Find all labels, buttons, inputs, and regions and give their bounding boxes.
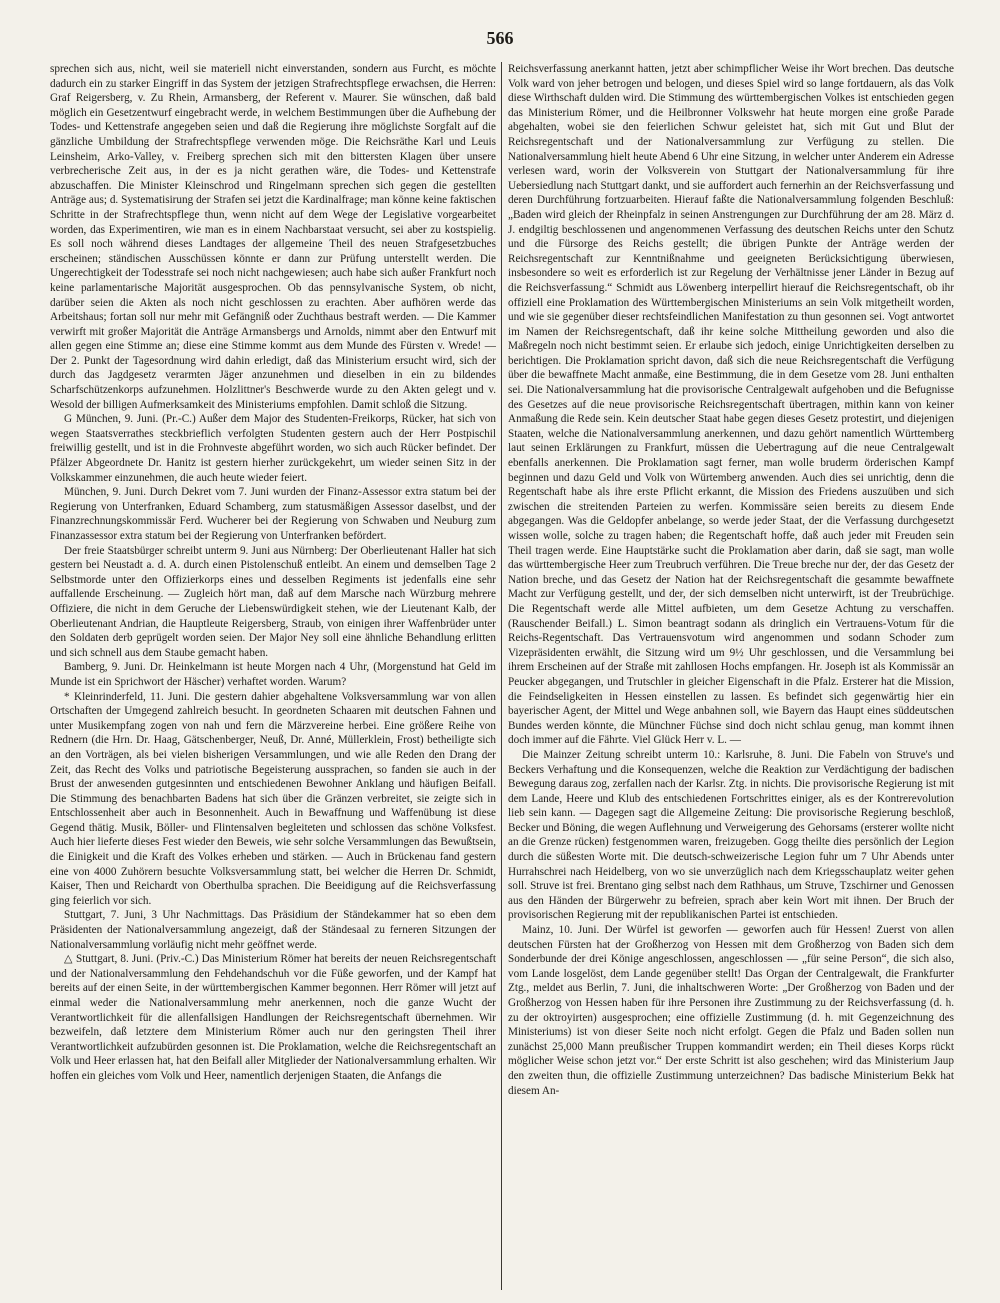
article-paragraph: Der freie Staatsbürger schreibt unterm 9. Juni aus Nürnberg: Der Oberlieutenant Haller hat sich gestern bei Neustadt a. d. A. durch einen Pistolenschuß entleibt. An einem und demselben Tage 2 Selbstmorde unter den Offizierkorps eines und desselben Regiments ist jedenfalls eine sehr auffallende Erscheinung. — Zugleich hört man, daß auf dem Marsche nach Würzburg mehrere Offiziere, die nicht in dem Geruche der Liebenswürdigkeit stehen, wie der Lieutenant Kalb, der Oberlieutenant Andrian, die Hauptleute Reigersberg, Straub, von einigen ihrer Waffenbrüder unter den Soldaten derb geprügelt worden seien. Der Major Ney soll eine ähnliche Behandlung erlitten und sich schnell aus dem Staube gemacht haben.	[50, 544, 496, 659]
article-paragraph: Stuttgart, 7. Juni, 3 Uhr Nachmittags. Das Präsidium der Ständekammer hat so eben dem Präsidenten der Nationalversammlung angezeigt, daß der Ständesaal zu ferneren Sitzungen der Nationalversammlung vorläufig nicht mehr geöffnet werde.	[50, 909, 496, 951]
article-paragraph: sprechen sich aus, nicht, weil sie materiell nicht einverstanden, sondern aus Furcht, es möchte dadurch ein zu starker Eingriff in das System der jetzigen Strafrechtspflege erwachsen, die Herren: Graf Reigersberg, v. Zu Rhein, Armansberg, der Referent v. Maurer. Sie wünschen, daß bald möglich ein Gesetzentwurf eingebracht werde, in welchem Bestimmungen über die Aufhebung der Todes- und Kettenstrafe angegeben seien und daß die Regierung ihre möglichste Sorgfalt auf die gänzliche Umbildung der Strafrechtspflege verwenden möge. Die Reichsräthe Karl und Leuis Leinsheim, Arko-Valley, v. Freiberg sprechen sich mit den bittersten Klagen über unsere verbrecherische Zeit aus, in der es ja nicht gerathen wäre, die Todes- und Kettenstrafe abzuschaffen. Die Minister Kleinschrod und Ringelmann sprechen sich gegen die gestellten Anträge aus; d. Systematisirung der Strafen sei jetzt die Kardinalfrage; man könne keine faktischen Schritte in der Strafrechtspflege thun, wenn nicht auf dem Wege der Legislative vorgearbeitet worden, das Experimentiren, wie man es in einem Nachbarstaat versucht, sei aber zu kostspielig. Es soll noch während dieses Landtages der allgemeine Theil des neuen Strafgesetzbuches erscheinen; ständischen Ausschüssen könnte er dann zur Prüfung unterstellt werden. Die Ungerechtigkeit der Todesstrafe sei noch nicht nachgewiesen; auch habe sich außer Frankfurt noch keine parlamentarische Majorität ausgesprochen. Ob das pennsylvanische System, ob nicht, darüber seien die Akten als noch nicht geschlossen zu erachten. Aber aufhören werde das Arbeitshaus; fortan soll nur mehr mit Gefängniß oder Zuchthaus bestraft werden. — Die Kammer verwirft mit großer Majorität die Anträge Armansbergs und Arnolds, nimmt aber den Entwurf mit allen gegen eine Stimme an; diese eine Stimme kommt aus dem Munde des Fürsten v. Wrede! — Der 2. Punkt der Tagesordnung wird dahin erledigt, daß das Ministerium ersucht wird, sich der durch das Jagdgesetz verarmten Jäger anzunehmen und dieselben in ein zu bildendes Scharfschützenkorps aufzunehmen. Holzlittner's Beschwerde wurde zu den Akten gelegt und v. Wesold der billigen Aufmerksamkeit des Ministeriums empfohlen. Damit schloß die Sitzung.	[50, 63, 496, 411]
article-paragraph: Bamberg, 9. Juni. Dr. Heinkelmann ist heute Morgen nach 4 Uhr, (Morgenstund hat Geld im Munde ist ein Sprichwort der Häscher) verhaftet worden. Warum?	[50, 661, 496, 688]
column-divider	[501, 62, 502, 1290]
article-paragraph: △ Stuttgart, 8. Juni. (Priv.-C.) Das Ministerium Römer hat bereits der neuen Reichsregentschaft und der Nationalversammlung den Fehdehandschuh vor die Füße geworfen, und der Kampf hat bereits auf der einen Seite, in der württembergischen Kammer begonnen. Herr Römer will jetzt auf einmal weder die Nationalversammlung mehr anerkennen, noch die ganze Wucht der Verantwortlichkeit für die allenfallsigen Handlungen der Reichsregentschaft übernehmen. Wir bezweifeln, daß letztere dem Ministerium Römer auch nur den geringsten Theil ihrer Verantwortlichkeit aufzubürden gesonnen ist. Die Proklamation, welche die Reichsregentschaft an Volk und Heer erlassen hat, hat den Beifall aller Mitglieder der Nationalversammlung erhalten. Wir hoffen ein gleiches vom Volk und Heer, namentlich derjenigen Staaten, die Anfangs die	[50, 953, 496, 1082]
article-paragraph: Reichsverfassung anerkannt hatten, jetzt aber schimpflicher Weise ihr Wort brechen. Das deutsche Volk ward von jeher betrogen und belogen, und dieses Spiel wird so lange fortdauern, als das Volk diese Wirthschaft dulden wird. Die Stimmung des württembergischen Volkes ist entschieden gegen das Ministerium Römer, und die Heilbronner Volkswehr hat heute morgen eine große Parade abgehalten, wobei sie den feierlichen Schwur geleistet hat, sich mit Gut und Blut der Reichsregentschaft und der Nationalversammlung zur Verfügung zu stellen. Die Nationalversammlung hielt heute Abend 6 Uhr eine Sitzung, in welcher unter Anderem ein Adresse verlesen ward, worin der Volksverein von Stuttgart der Nationalversammlung für ihre Uebersiedlung nach Stuttgart dankt, und sie auffordert auch fernerhin an der Reichsverfassung und deren Durchführung fortzuarbeiten. Hierauf faßte die Nationalversammlung folgenden Beschluß: „Baden wird gleich der Rheinpfalz in seinen Anstrengungen zur Durchführung der am 28. März d. J. endgiltig beschlossenen und angenommenen Verfassung des deutschen Reichs unter den Schutz und die Fürsorge des Reichs gestellt; die übrigen Punkte der Anträge werden der Reichsregentschaft zur Kenntnißnahme und geeigneten Berücksichtigung überwiesen, insbesondere so weit es erforderlich ist zur Regelung der Verhältnisse jener Länder in Bezug auf die Reichsverfassung.“ Schmidt aus Löwenberg interpellirt hierauf die Reichsregentschaft, ob ihr offiziell eine Proklamation des Württembergischen Ministeriums an sein Volk mitgetheilt worden, und wie sie gegenüber dieser rechtsfeindlichen Manifestation zu thun gesonnen sei. Vogt antwortet im Namen der Reichsregentschaft, daß ihr keine solche Mittheilung geworden und also die Maßregeln noch nicht bestimmt seien. Er erlaube sich jedoch, einige Unrichtigkeiten derselben zu berichtigen. Die Proklamation spricht davon, daß sich die neue Reichsregentschaft die Verfügung über die bewaffnete Macht anmaße, eine Bestimmung, die in dem Gesetze vom 28. Juni enthalten sei. Die Nationalversammlung hat die provisorische Centralgewalt aufgehoben und die Befugnisse des Gesetzes auf die neue provisorische Reichsregentschaft übertragen, mithin kann von keiner Anmaßung die Rede sein. Kein deutscher Staat habe gegen dieses Gesetz protestirt, und diejenigen Staaten, welche die Nationalversammlung anerkennen, und dazu gehört namentlich Württemberg laut seinen Erklärungen zu Frankfurt, müssen die Uebertragung auf die neue Centralgewalt ebenfalls anerkennen. Die Proklamation sagt ferner, man wolle bruderm örderischen Kampf beginnen und dazu Geld und Volk von Würtemberg anwenden. Auch dies sei unrichtig, denn die Regentschaft habe als ihre erste Pflicht erkannt, die Mission des Friedens auszuüben und sich zwischen die streitenden Parteien zu werfen. Kommissäre seien bereits zu diesem Ende abgegangen. Was die Geldopfer anbelange, so werde jeder Staat, der die Verfassung durchgesetzt wissen wolle, solche zu tragen haben; die Regentschaft hoffe, daß auch jeder mit Freuden sein Theil tragen werde. Eine Hauptstärke sucht die Proklamation aber darin, daß sie sagt, man wolle das württembergische Heer zum Treubruch verführen. Die Treue breche nur der, der das Gesetz der Nation breche, und das Gesetz der Nation hat der Reichsregentschaft die gesammte bewaffnete Macht zur Verfügung gestellt, und der, der sich demselben nicht unterwirft, ist der Treubrüchige. Die Regentschaft werde alle Mittel aufbieten, um dem Gesetze Achtung zu verschaffen. (Rauschender Beifall.) L. Simon beantragt sodann als dringlich ein Vertrauens-Votum für die Reichs-Regentschaft. Das Vertrauensvotum wird angenommen und sodann Schoder zum Vizepräsidenten erwählt, die Sitzung wird um 9½ Uhr geschlossen, und die Versammlung bei ihrem Erscheinen auf der Straße mit zahllosen Hochs empfangen. Hr. Joseph ist als Kommissär an Peucker abgegangen, und Trutschler in gleicher Eigenschaft in die Pfalz. Ersterer hat die Mission, die Feindseligkeiten in Hessen einstellen zu lassen. Es befindet sich gegenwärtig hier ein bayerischer Agent, der Mittel und Wege anbahnen soll, wie Bayern das Haupt eines süddeutschen Bundes werden könnte, die Münchner Füchse sind doch nicht schlau genug, man kommt ihnen doch immer auf die Fährte. Viel Glück Herr v. L. —	[508, 63, 954, 747]
article-paragraph: G München, 9. Juni. (Pr.-C.) Außer dem Major des Studenten-Freikorps, Rücker, hat sich von wegen Staatsverrathes steckbrieflich verfolgten Studenten gestern auch der Herr Postpischil freiwillig gestellt, und ist in die Frohnveste abgeführt worden, wo sich auch Rücker befindet. Der Pfälzer Abgeordnete Dr. Hanitz ist gestern hierher zurückgekehrt, um wieder seinen Sitz in der Volkskammer einzunehmen, die auch heute wieder feiert.	[50, 413, 496, 484]
article-paragraph: Mainz, 10. Juni. Der Würfel ist geworfen — geworfen auch für Hessen! Zuerst von allen deutschen Fürsten hat der Großherzog von Hessen mit dem Großherzog von Baden sich dem Sonderbunde der drei Könige angeschlossen, angeschlossen — „für seine Person“, die sich also, vom Lande losgelöst, dem Lande gegenüber stellt! Das Organ der Centralgewalt, die Frankfurter Ztg., meldet aus Berlin, 7. Juni, die inhaltschweren Worte: „Der Großherzog von Baden und der Großherzog von Hessen haben für ihre Personen ihre Zustimmung zu der Reichsverfassung (d. h. zu der oktroyirten) ausgesprochen; eine offizielle Zustimmung (d. h. mit Gegenzeichnung des Ministeriums) ist von dieser Seite noch nicht erfolgt. Gegen die Pfalz und Baden sollen nun zunächst 25,000 Mann preußischer Truppen kommandirt werden; ein Theil dieses Korps rückt möglicher Weise schon jetzt vor.“ Der erste Schritt ist also geschehen; wird das Ministerium Jaup den zweiten thun, die offizielle Zustimmung unterzeichnen? Das badische Ministerium Bekk hat diesem An-	[508, 924, 954, 1097]
article-paragraph: * Kleinrinderfeld, 11. Juni. Die gestern dahier abgehaltene Volksversammlung war von allen Ortschaften der Umgegend zahlreich besucht. In geordneten Schaaren mit deutschen Fahnen und unter Musikempfang zogen von nah und fern die Märzvereine herbei. Eine größere Reihe von Rednern (die Hrn. Dr. Haag, Gätschenberger, Neuß, Dr. Anné, Müllerklein, Frost) betheiligte sich an den Vorträgen, als bei vielen bisherigen Versammlungen, und wie alle Reden den Drang der Zeit, das Recht des Volks und patriotische Begeisterung aussprachen, so fanden sie auch in der Brust der anwesenden gutgesinnten und entschiedenen Bewohner Anklang und häufigen Beifall. Die Stimmung des benachbarten Badens hat sich über die Gränzen verbreitet, sie zeigte sich in Entschlossenheit aber auch in Besonnenheit. Auch in Bewaffnung und Waffenübung ist diese Gegend thätig. Musik, Böller- und Flintensalven begleiteten und schlossen das schöne Volksfest. Auch hier lieferte dieses Fest wieder den Beweis, wie sehr solche Versammlungen das Bewußtsein, die Einigkeit und die Kraft des Volkes erheben und stärken. — Auch in Brückenau fand gestern eine von 4000 Zuhörern besuchte Volksversammlung statt, bei welcher die Herren Dr. Schmidt, Kaiser, Then und Reichardt von Oberthulba sprachen. Die Beeidigung auf die Reichsverfassung ging feierlich vor sich.	[50, 690, 496, 907]
left-column	[50, 62, 496, 1292]
article-paragraph: Die Mainzer Zeitung schreibt unterm 10.: Karlsruhe, 8. Juni. Die Fabeln von Struve's und Beckers Verhaftung und die Konsequenzen, welche die Reaktion zur Verdächtigung der badischen Bewegung daraus zog, zerfallen nach der Karlsr. Ztg. in nichts. Die provisorische Regierung ist mit dem Lande, Heere und Klub des entschiedenen Fortschrittes einiger, als es der Kontrerevolution lieb sein kann. — Dagegen sagt die Allgemeine Zeitung: Die provisorische Regierung beschloß, Becker und Böning, die wegen Auflehnung und Verweigerung des Gehorsams (ersterer wollte nicht an die Grenze rücken) festgenommen waren, freizugeben. Gogg theilte dies persönlich der Legion durch die süßesten Worte mit. Die deutsch-schweizerische Legion fuhr um 7 Uhr Abends unter Hurrahschrei nach Heidelberg, von wo sie unverzüglich nach dem Kriegsschauplatz weiter gehen soll. Struve ist frei. Brentano ging selbst nach dem Rathhaus, um Struve, Tzschirner und Genossen aus den Händen der Bürgerwehr zu befreien, sprach aber kein Wort mit ihnen. Der Bruch der provisorischen Regierung mit der republikanischen Partei ist entschieden.	[508, 748, 954, 922]
article-paragraph: München, 9. Juni. Durch Dekret vom 7. Juni wurden der Finanz-Assessor extra statum bei der Regierung von Unterfranken, Eduard Schamberg, zum statusmäßigen Assessor daselbst, und der Finanzrechnungskommissär Ferd. Wucherer bei der Regierung von Schwaben und Neuburg zum Finanzassessor extra statum bei der Regierung von Unterfranken befördert.	[50, 486, 496, 542]
page-number: 566	[486, 28, 514, 48]
right-column	[508, 62, 954, 1292]
